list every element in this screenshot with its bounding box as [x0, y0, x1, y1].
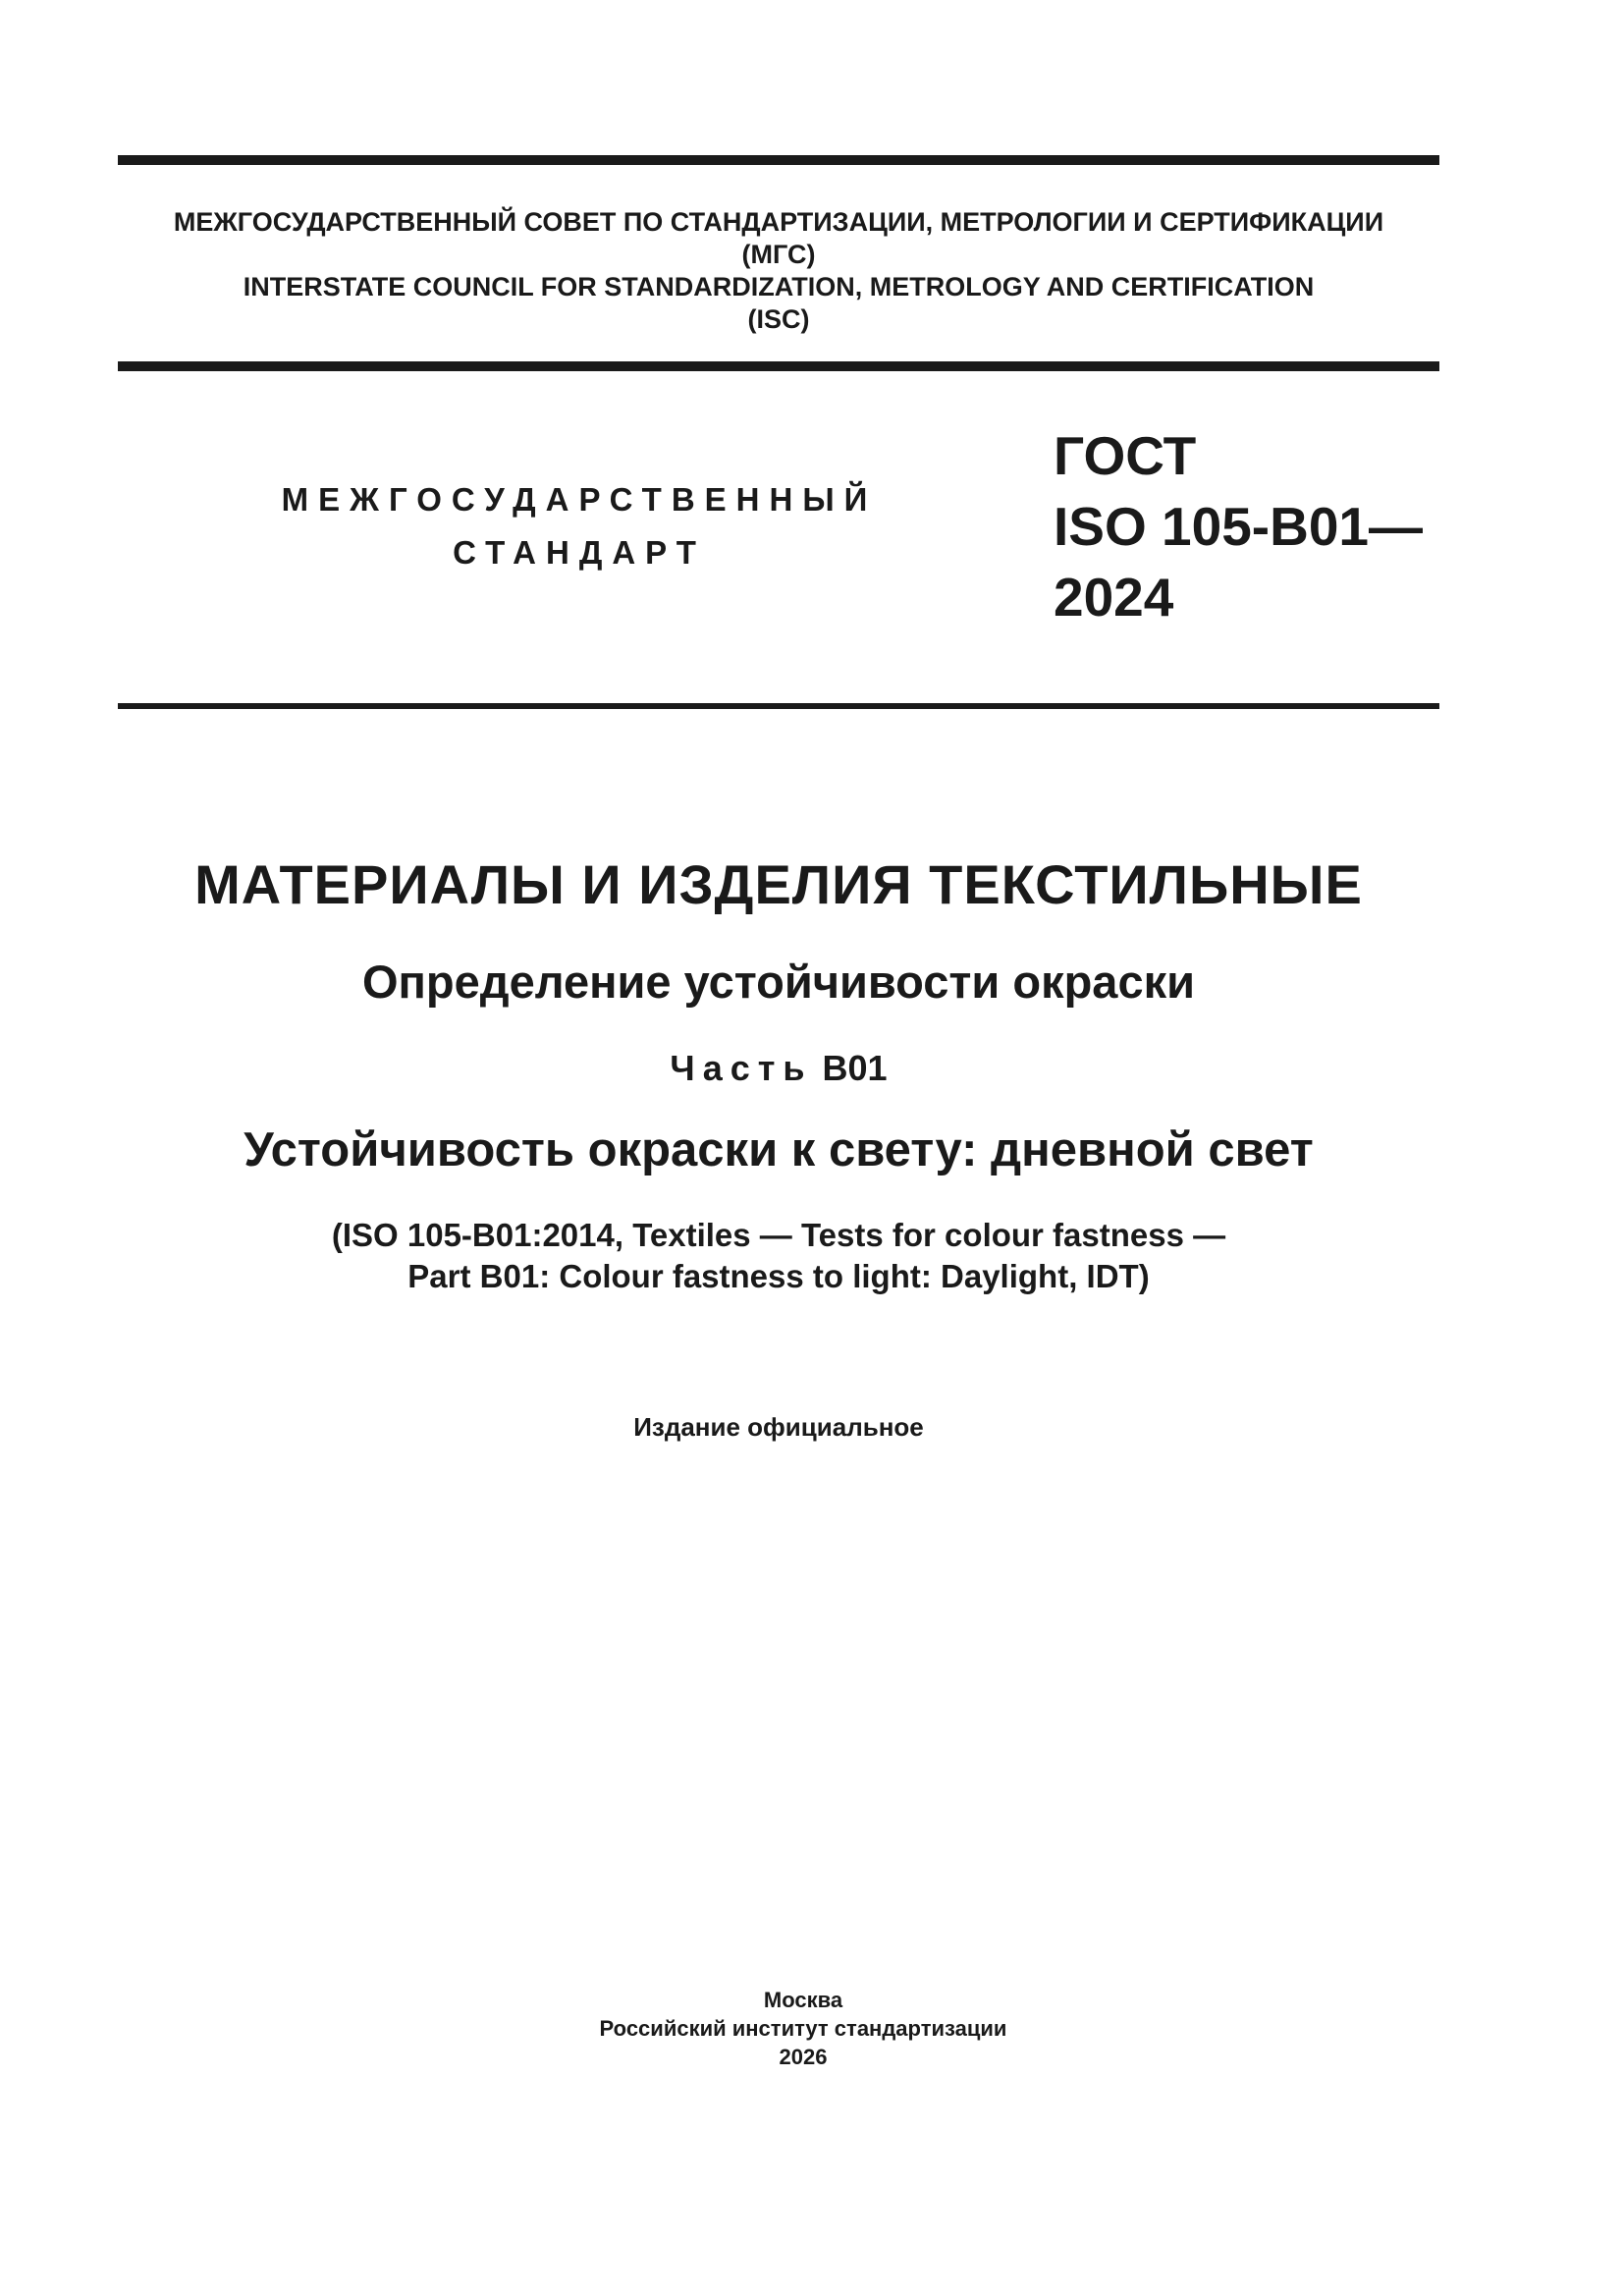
iso-reference-line2: Part B01: Colour fastness to light: Daylight, IDT) [407, 1258, 1150, 1294]
designation-rule [118, 703, 1439, 709]
standard-type-line1: МЕЖГОСУДАРСТВЕННЫЙ [281, 481, 878, 518]
publisher-block [0, 1986, 1606, 2071]
iso-reference-line1: (ISO 105-B01:2014, Textiles — Tests for colour fastness — [331, 1217, 1226, 1253]
header-bottom-rule [118, 361, 1439, 371]
designation-line1: ГОСТ [1054, 425, 1197, 486]
council-abbr-en: (ISC) [747, 304, 810, 334]
main-title: МАТЕРИАЛЫ И ИЗДЕЛИЯ ТЕКСТИЛЬНЫЕ [194, 853, 1363, 915]
council-name-ru: МЕЖГОСУДАРСТВЕННЫЙ СОВЕТ ПО СТАНДАРТИЗАЦИИ, МЕТРОЛОГИИ И СЕРТИФИКАЦИИ [173, 207, 1384, 237]
standard-type [236, 473, 923, 579]
part-title: Устойчивость окраски к свету: дневной свет [243, 1123, 1314, 1176]
top-rule [118, 155, 1439, 165]
edition-note: Издание официальное [633, 1412, 924, 1442]
iso-reference [0, 1215, 1557, 1297]
council-abbr-ru: (МГС) [741, 240, 816, 269]
standard-designation [1054, 420, 1423, 632]
standard-type-line2: СТАНДАРТ [453, 534, 706, 571]
subtitle: Определение устойчивости окраски [361, 956, 1196, 1008]
council-name-en: INTERSTATE COUNCIL FOR STANDARDIZATION, METROLOGY AND CERTIFICATION [243, 272, 1315, 301]
publisher-year: 2026 [779, 2045, 828, 2069]
part-word: Часть [670, 1048, 813, 1088]
council-header [118, 206, 1439, 336]
designation-line2: ISO 105-B01— [1054, 496, 1424, 557]
designation-line3: 2024 [1054, 567, 1174, 628]
part-heading [0, 1048, 1557, 1089]
publisher-institute: Российский институт стандартизации [599, 2016, 1007, 2041]
part-code: B01 [822, 1048, 888, 1088]
publisher-city: Москва [763, 1988, 843, 2012]
